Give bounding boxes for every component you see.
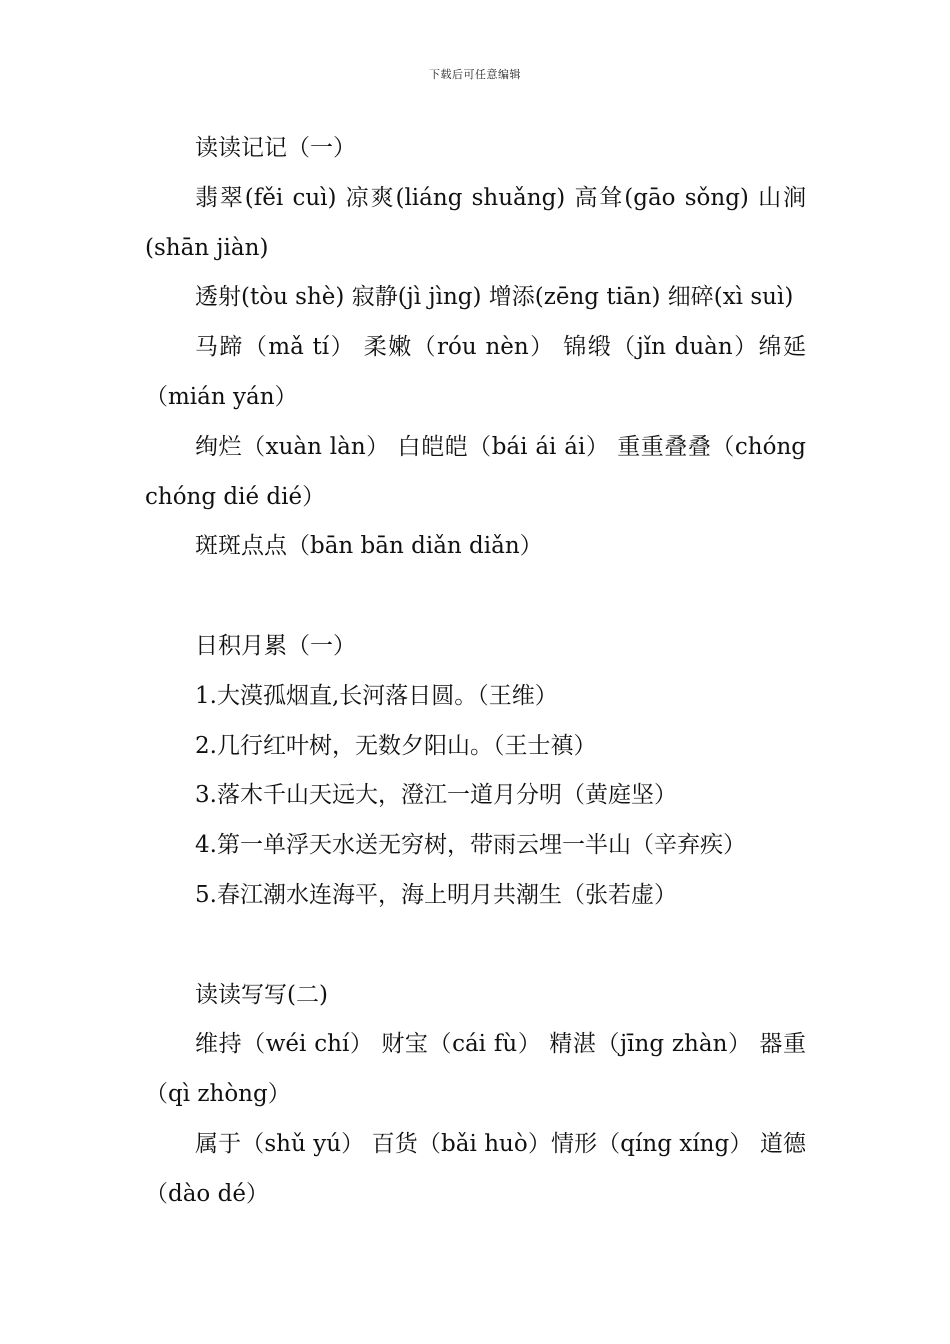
page-header: 下载后可任意编辑: [429, 68, 521, 81]
vocab-line-continuation: （qì zhòng）: [145, 1081, 291, 1108]
poem-line: 3.落木千山天远大，澄江一道月分明（黄庭坚）: [195, 782, 677, 809]
poem-line: 4.第一单浮天水送无穷树，带雨云埋一半山（辛弃疾）: [195, 832, 746, 859]
vocab-line-continuation: （dào dé）: [145, 1180, 269, 1207]
section-title-daily-accumulation-1: 日积月累（一）: [195, 632, 356, 659]
poem-line: 2.几行红叶树，无数夕阳山。（王士禛）: [195, 732, 597, 759]
vocab-line: 翡翠(fěi cuì) 凉爽(liáng shuǎng) 高耸(gāo sǒng) 山涧: [195, 184, 806, 211]
vocab-line: 绚烂（xuàn làn） 白皑皑（bái ái ái） 重重叠叠（chóng: [195, 433, 806, 460]
vocab-line-continuation: chóng dié dié）: [145, 483, 326, 510]
poem-line: 1.大漠孤烟直,长河落日圆。（王维）: [195, 682, 558, 709]
vocab-line: 斑斑点点（bān bān diǎn diǎn）: [195, 533, 543, 560]
section-title-reading-writing-2: 读读写写(二): [195, 981, 328, 1008]
document-body: [145, 124, 806, 1220]
poem-line: 5.春江潮水连海平，海上明月共潮生（张若虚）: [195, 881, 677, 908]
vocab-line: 透射(tòu shè) 寂静(jì jìng) 增添(zēng tiān) 细碎(xì suì): [195, 284, 794, 311]
vocab-line: 维持（wéi chí） 财宝（cái fù） 精湛（jīng zhàn） 器重: [195, 1031, 806, 1058]
blank-line: [145, 572, 806, 622]
vocab-line-continuation: （mián yán）: [145, 383, 298, 410]
blank-line: [145, 921, 806, 971]
vocab-line: 属于（shǔ yú） 百货（bǎi huò）情形（qíng xíng） 道德: [195, 1130, 806, 1157]
vocab-line: 马蹄（mǎ tí） 柔嫩（róu nèn） 锦缎（jǐn duàn）绵延: [195, 334, 806, 361]
section-title-reading-memorizing-1: 读读记记（一）: [195, 135, 356, 161]
vocab-line-continuation: (shān jiàn): [145, 234, 269, 261]
